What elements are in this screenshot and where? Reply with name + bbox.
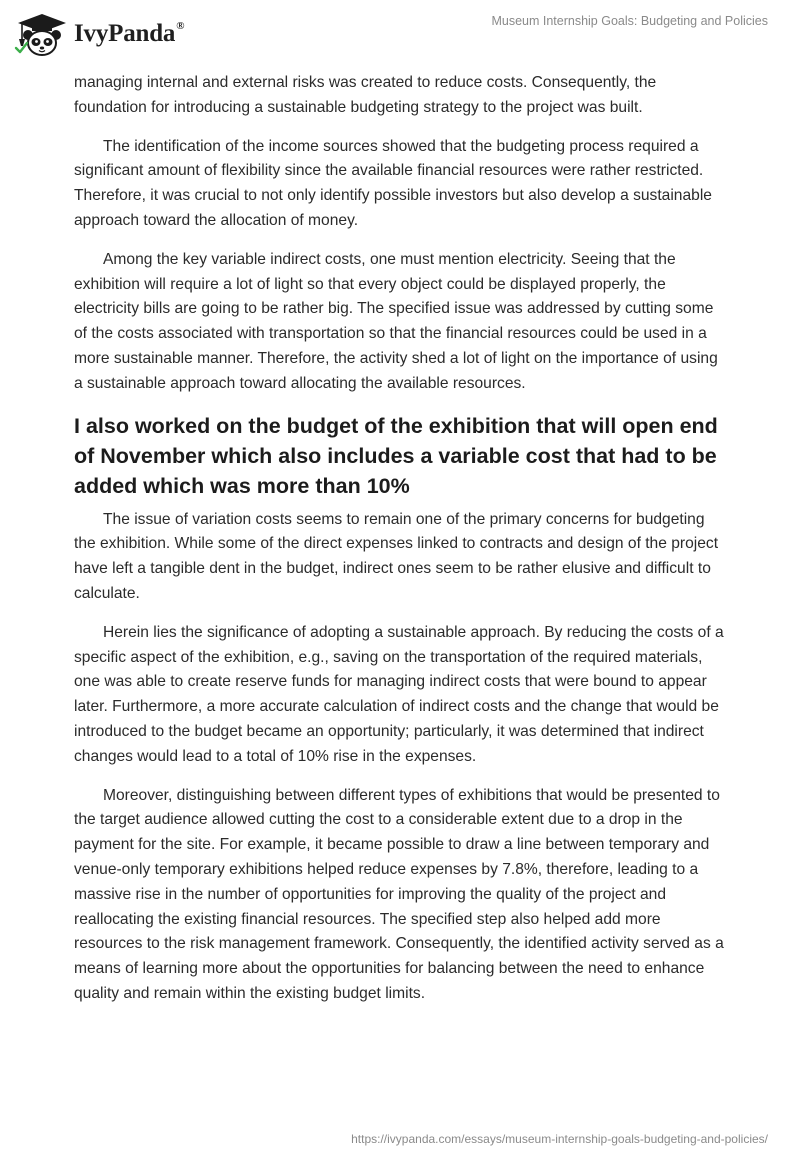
essay-body — [74, 71, 730, 1021]
brand-logo[interactable] — [14, 12, 184, 56]
brand-name: IvyPanda® — [74, 20, 185, 47]
page-header — [0, 0, 800, 70]
registered-mark: ® — [176, 20, 185, 32]
panda-graduate-icon — [14, 12, 70, 56]
paragraph: Herein lies the significance of adopting a sustainable approach. By reducing the costs of a specific aspect of the exhibition, e.g., saving on the transportation of the required materials, one was able to create reserve funds for managing indirect costs that were bound to appear later. Furthermore, a more accurate calculation of indirect costs and the change that would be introduced to the budget became an opportunity; particularly, it was determined that indirect changes would lead to a total of 10% rise in the expenses. — [74, 623, 724, 765]
paragraph: Moreover, distinguishing between different types of exhibitions that would be presented to the target audience allowed cutting the cost to a considerable extent due to a drop in the payment for the site. For example, it became possible to draw a line between temporary and venue-only temporary exhibitions helped reduce expenses by 7.8%, therefore, leading to a massive rise in the number of opportunities for improving the quality of the project and reallocating the existing financial resources. The specified step also helped add more resources to the risk management framework. Consequently, the identified activity served as a means of learning more about the opportunities for balancing between the need to enhance quality and remain within the existing budget limits. — [74, 786, 724, 1002]
source-url-link[interactable]: https://ivypanda.com/essays/museum-internship-goals-budgeting-and-policies/ — [351, 1132, 768, 1146]
document-title: Museum Internship Goals: Budgeting and Policies — [491, 14, 768, 28]
paragraph: The issue of variation costs seems to remain one of the primary concerns for budgeting the exhibition. While some of the direct expenses linked to contracts and design of the project have left a tangible dent in the budget, indirect ones seem to be rather elusive and difficult to calculate. — [74, 510, 719, 602]
paragraph: Among the key variable indirect costs, one must mention electricity. Seeing that the exhibition will require a lot of light so that every object could be displayed properly, the electricity bills are going to be rather big. The specified issue was addressed by cutting some of the costs associated with transportation so that the financial resources could be used in a more sustainable manner. Therefore, the activity shed a lot of light on the importance of using a sustainable approach toward allocating the available resources. — [74, 250, 718, 392]
paragraph: managing internal and external risks was created to reduce costs. Consequently, the foundation for introducing a sustainable budgeting strategy to the project was built. — [74, 74, 657, 116]
paragraph: The identification of the income sources showed that the budgeting process required a significant amount of flexibility since the available financial resources were rather restricted. Therefore, it was crucial to not only identify possible investors but also develop a sustainable approach toward the allocation of money. — [74, 137, 712, 229]
section-heading: I also worked on the budget of the exhibition that will open end of November which also includes a variable cost that had to be added which was more than 10% — [74, 413, 718, 498]
